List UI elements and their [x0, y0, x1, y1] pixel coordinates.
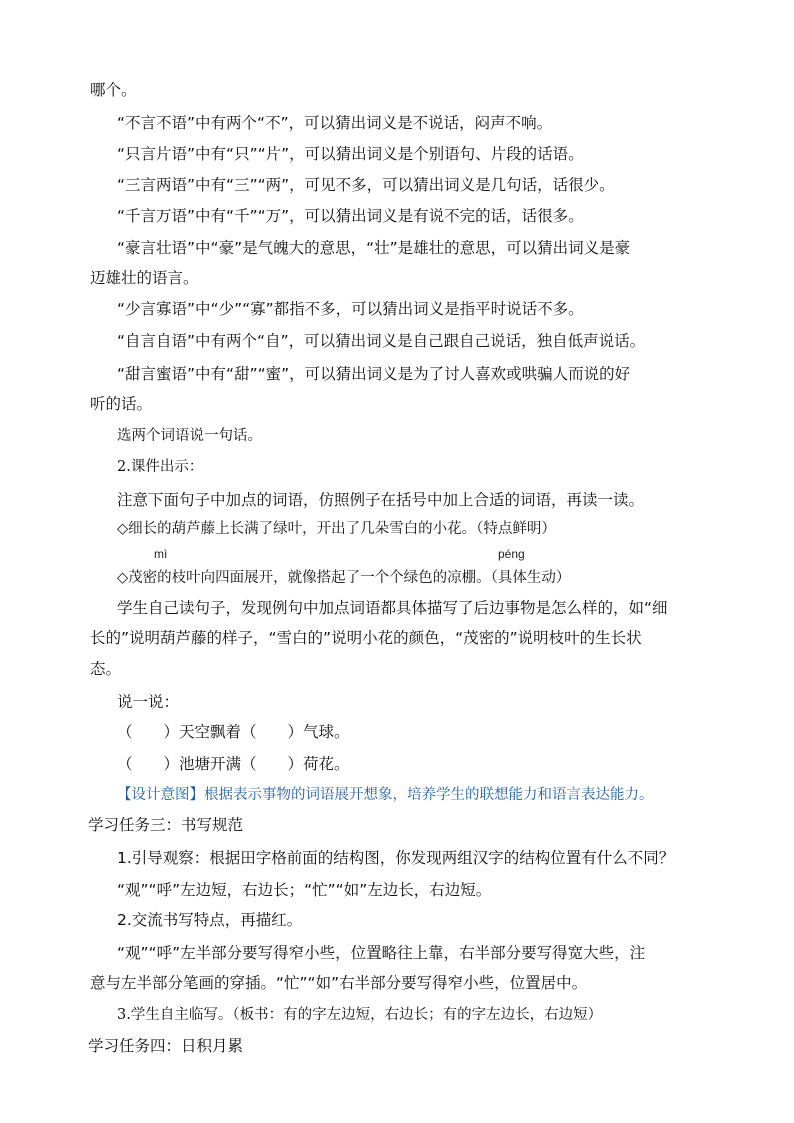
text-line: “只言片语”中有“只”“片”，可以猜出词义是个别语句、片段的话语。: [117, 145, 584, 163]
text-line: 态。: [90, 660, 122, 678]
text-line: “甜言蜜语”中有“甜”“蜜”，可以猜出词义是为了讨人喜欢或哄骗人而说的好: [117, 365, 631, 383]
section-heading: 学习任务三：书写规范: [88, 816, 244, 834]
text-line: 迈雄壮的语言。: [90, 269, 199, 287]
text-line: “三言两语”中有“三”“两”，可见不多，可以猜出词义是几句话，话很少。: [117, 176, 615, 194]
text-line: “观”“呼”左边短，右边长；“忙”“如”左边长，右边短。: [117, 881, 492, 899]
text-line: “观”“呼”左半部分要写得窄小些，位置略往上靠，右半部分要写得宽大些，注: [117, 944, 646, 962]
text-line: “自言自语”中有两个“自”，可以猜出词义是自己跟自己说话，独自低声说话。: [117, 332, 646, 350]
text-line: 学生自己读句子，发现例句中加点词语都具体描写了后边事物是怎么样的，如“细: [117, 599, 668, 617]
text-line: 注意下面句子中加点的词语，仿照例子在括号中加上合适的词语，再读一读。: [117, 491, 645, 509]
text-line: （ ）池塘开满（ ）荷花。: [117, 755, 350, 773]
text-line: 3.学生自主临写。（板书：有的字左边短，右边长；有的字左边长，右边短）: [117, 1007, 603, 1023]
text-line: 1.引导观察：根据田字格前面的结构图，你发现两组汉字的结构位置有什么不同？: [117, 849, 675, 867]
example-sentence: ◇细长的葫芦藤上长满了绿叶，开出了几朵雪白的小花。（特点鲜明）: [117, 521, 556, 537]
text-line: “千言万语”中有“千”“万”，可以猜出词义是有说不完的话，话很多。: [117, 207, 584, 225]
text-line: 意与左半部分笔画的穿插。“忙”“如”右半部分要写得窄小些，位置居中。: [90, 974, 588, 992]
text-line: 2.交流书写特点，再描红。: [117, 911, 303, 929]
text-line: 长的”说明葫芦藤的样子，“雪白的”说明小花的颜色，“茂密的”说明枝叶的生长状: [90, 629, 642, 647]
pinyin-annotation: péng: [498, 547, 525, 561]
text-line: “少言寡语”中“少”“寡”都指不多，可以猜出词义是指平时说话不多。: [117, 300, 584, 318]
example-sentence: ◇茂密的枝叶向四面展开，就像搭起了一个个绿色的凉棚。（具体生动）: [117, 570, 571, 586]
section-heading: 学习任务四：日积月累: [88, 1037, 244, 1055]
text-line: （ ）天空飘着（ ）气球。: [117, 723, 350, 741]
text-line: 2.课件出示：: [117, 459, 204, 475]
text-line: 哪个。: [90, 81, 137, 99]
design-intent-note: 【设计意图】根据表示事物的词语展开想象，培养学生的联想能力和语言表达能力。: [117, 787, 654, 803]
text-line: 听的话。: [90, 395, 153, 413]
pinyin-annotation: mì: [154, 547, 168, 561]
text-line: 选两个词语说一句话。: [117, 428, 262, 444]
text-line: “不言不语”中有两个“不”，可以猜出词义是不说话，闷声不响。: [117, 114, 553, 132]
text-line: “豪言壮语”中“豪”是气魄大的意思，“壮”是雄壮的意思，可以猜出词义是豪: [117, 239, 631, 257]
text-line: 说一说：: [117, 693, 180, 711]
